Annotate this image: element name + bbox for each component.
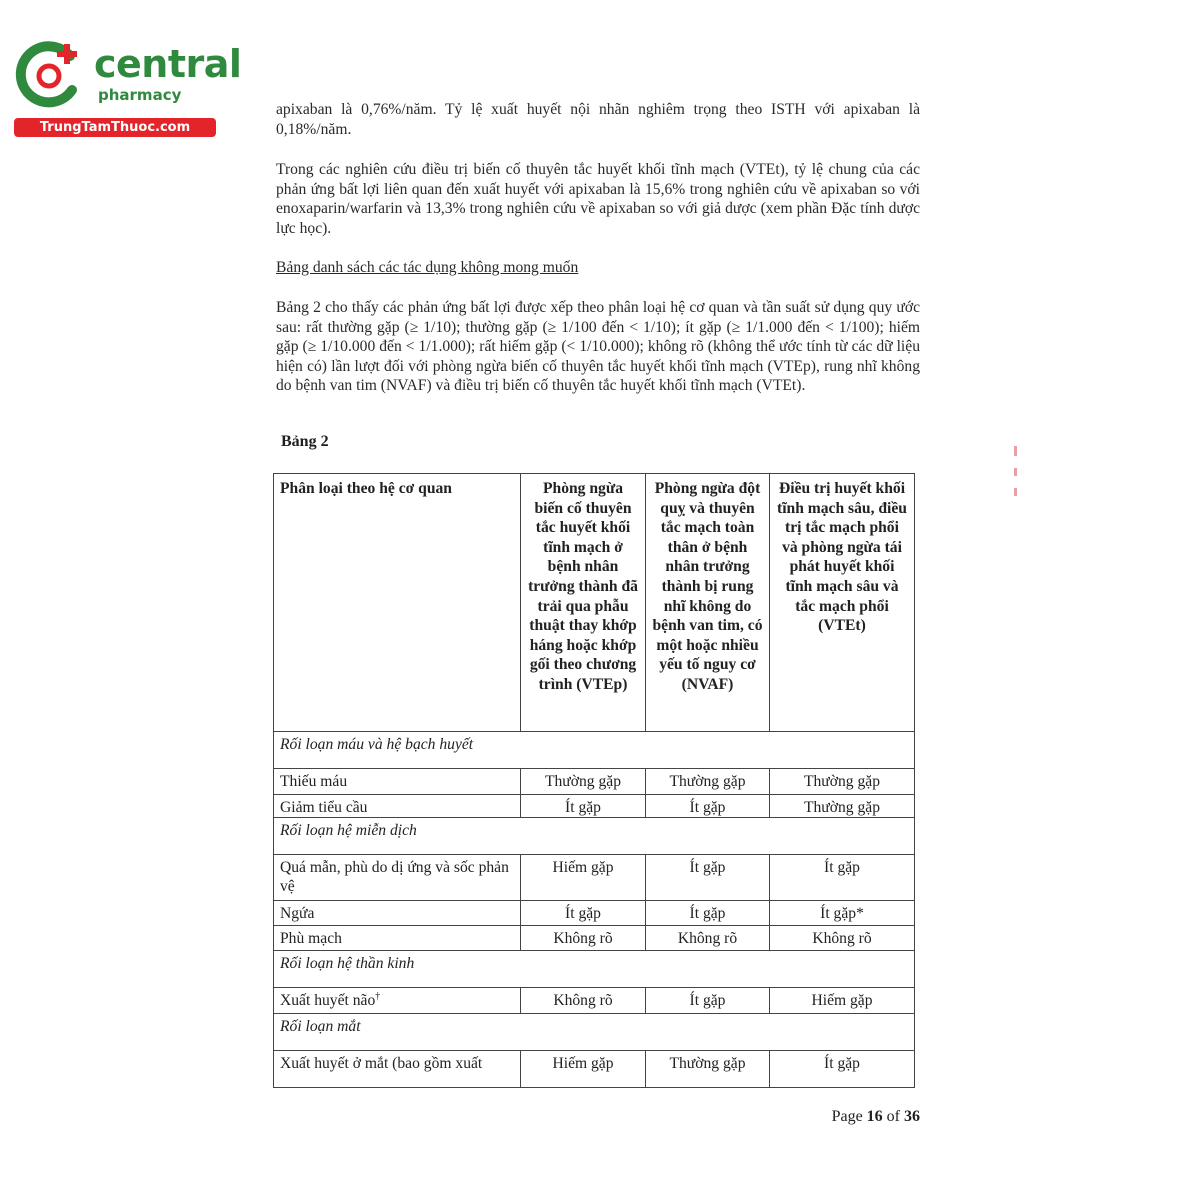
row-label: Giảm tiểu cầu [274, 795, 521, 818]
row-label: Phù mạch [274, 926, 521, 951]
cell-vtet: Ít gặp* [770, 901, 915, 926]
margin-mark [1014, 446, 1017, 456]
cell-vtet: Ít gặp [770, 855, 915, 901]
table-row [274, 769, 915, 795]
page-prefix: Page [831, 1108, 863, 1125]
margin-mark [1014, 468, 1017, 476]
table-header-row [274, 474, 915, 732]
cell-vtep: Thường gặp [521, 769, 646, 795]
cell-nvaf: Ít gặp [646, 855, 770, 901]
header-vtet: Điều trị huyết khối tĩnh mạch sâu, điều trị tắc mạch phổi và phòng ngừa tái phát huyết khối tĩnh mạch sâu và tắc mạch phổi (VTEt) [770, 474, 915, 732]
cell-nvaf: Ít gặp [646, 795, 770, 818]
row-label [274, 988, 521, 1014]
cell-vtet: Hiếm gặp [770, 988, 915, 1014]
cell-vtet: Thường gặp [770, 795, 915, 818]
cell-nvaf: Không rõ [646, 926, 770, 951]
cell-vtet: Không rõ [770, 926, 915, 951]
paragraph-isth-ocular: apixaban là 0,76%/năm. Tỷ lệ xuất huyết nội nhãn nghiêm trọng theo ISTH với apixaban là 0,18%/năm. [276, 101, 920, 138]
brand-logo [8, 36, 242, 140]
paragraph-frequency-convention: Bảng 2 cho thấy các phản ứng bất lợi được xếp theo phân loại hệ cơ quan và tần suất sử dụng quy ước sau: rất thường gặp (≥ 1/10); thường gặp (≥ 1/100 đến < 1/10); ít gặp (≥ 1/1.000 đến < 1/100); hiếm gặp (≥ 1/10.000 đến < 1/1.000); rất hiếm gặp (< 1/10.000); không rõ (không thể ước tính từ các dữ liệu hiện có) lần lượt đối với phòng ngừa biến cố thuyên tắc huyết khối tĩnh mạch (VTEp), rung nhĩ không do bệnh van tim (NVAF) và điều trị biến cố thuyên tắc huyết khối tĩnh mạch (VTEt). [276, 299, 920, 395]
header-vtep: Phòng ngừa biến cố thuyên tắc huyết khối tĩnh mạch ở bệnh nhân trưởng thành đã trải qua phẫu thuật thay khớp háng hoặc khớp gối theo chương trình (VTEp) [521, 474, 646, 732]
cell-vtet: Thường gặp [770, 769, 915, 795]
category-nervous: Rối loạn hệ thần kinh [274, 951, 915, 988]
row-label: Thiếu máu [274, 769, 521, 795]
cell-vtep: Ít gặp [521, 901, 646, 926]
header-nvaf: Phòng ngừa đột quỵ và thuyên tắc mạch toàn thân ở bệnh nhân trưởng thành bị rung nhĩ không do bệnh van tim, có một hoặc nhiều yếu tố nguy cơ (NVAF) [646, 474, 770, 732]
brand-name: central [94, 42, 242, 86]
cell-vtep: Không rõ [521, 988, 646, 1014]
category-row [274, 1014, 915, 1051]
table-row [274, 855, 915, 901]
table-row [274, 1051, 915, 1088]
cell-nvaf: Thường gặp [646, 1051, 770, 1088]
table-row [274, 988, 915, 1014]
row-label-text: Xuất huyết não [280, 992, 376, 1009]
cell-vtep: Không rõ [521, 926, 646, 951]
brand-url-banner: TrungTamThuoc.com [14, 118, 216, 137]
category-row [274, 732, 915, 769]
paragraph-vtet-bleeding: Trong các nghiên cứu điều trị biến cố thuyên tắc huyết khối tĩnh mạch (VTEt), tỷ lệ chung của các phản ứng bất lợi liên quan đến xuất huyết với apixaban là 15,6% trong nghiên cứu về apixaban so với enoxaparin/warfarin và 13,3% trong nghiên cứu về apixaban so với giả dược (xem phần Đặc tính dược lực học). [276, 161, 920, 237]
page-total: 36 [904, 1108, 920, 1125]
category-row [274, 951, 915, 988]
brand-subtitle: pharmacy [98, 86, 182, 104]
table-row [274, 926, 915, 951]
cell-vtep: Hiếm gặp [521, 1051, 646, 1088]
cell-nvaf: Thường gặp [646, 769, 770, 795]
cell-vtep: Hiếm gặp [521, 855, 646, 901]
header-organ-class: Phân loại theo hệ cơ quan [274, 474, 521, 732]
cell-nvaf: Ít gặp [646, 901, 770, 926]
row-label: Ngứa [274, 901, 521, 926]
category-blood: Rối loạn máu và hệ bạch huyết [274, 732, 915, 769]
pharmacy-logo-icon [12, 38, 86, 112]
cell-vtet: Ít gặp [770, 1051, 915, 1088]
row-label: Quá mẫn, phù do dị ứng và sốc phản vệ [274, 855, 521, 901]
table-row [274, 901, 915, 926]
table-row [274, 795, 915, 818]
category-immune: Rối loạn hệ miễn dịch [274, 818, 915, 855]
dagger-footnote-mark: † [375, 990, 381, 1002]
table-title: Bảng 2 [281, 433, 329, 450]
row-label: Xuất huyết ở mắt (bao gồm xuất [274, 1051, 521, 1088]
category-eye: Rối loạn mắt [274, 1014, 915, 1051]
category-row [274, 818, 915, 855]
cell-nvaf: Ít gặp [646, 988, 770, 1014]
page-current: 16 [866, 1108, 883, 1125]
cell-vtep: Ít gặp [521, 795, 646, 818]
page-of: of [886, 1108, 900, 1125]
page-number [832, 1108, 920, 1126]
adverse-reactions-table [273, 473, 915, 1088]
section-subheading: Bảng danh sách các tác dụng không mong muốn [276, 259, 579, 276]
margin-mark [1014, 488, 1017, 496]
